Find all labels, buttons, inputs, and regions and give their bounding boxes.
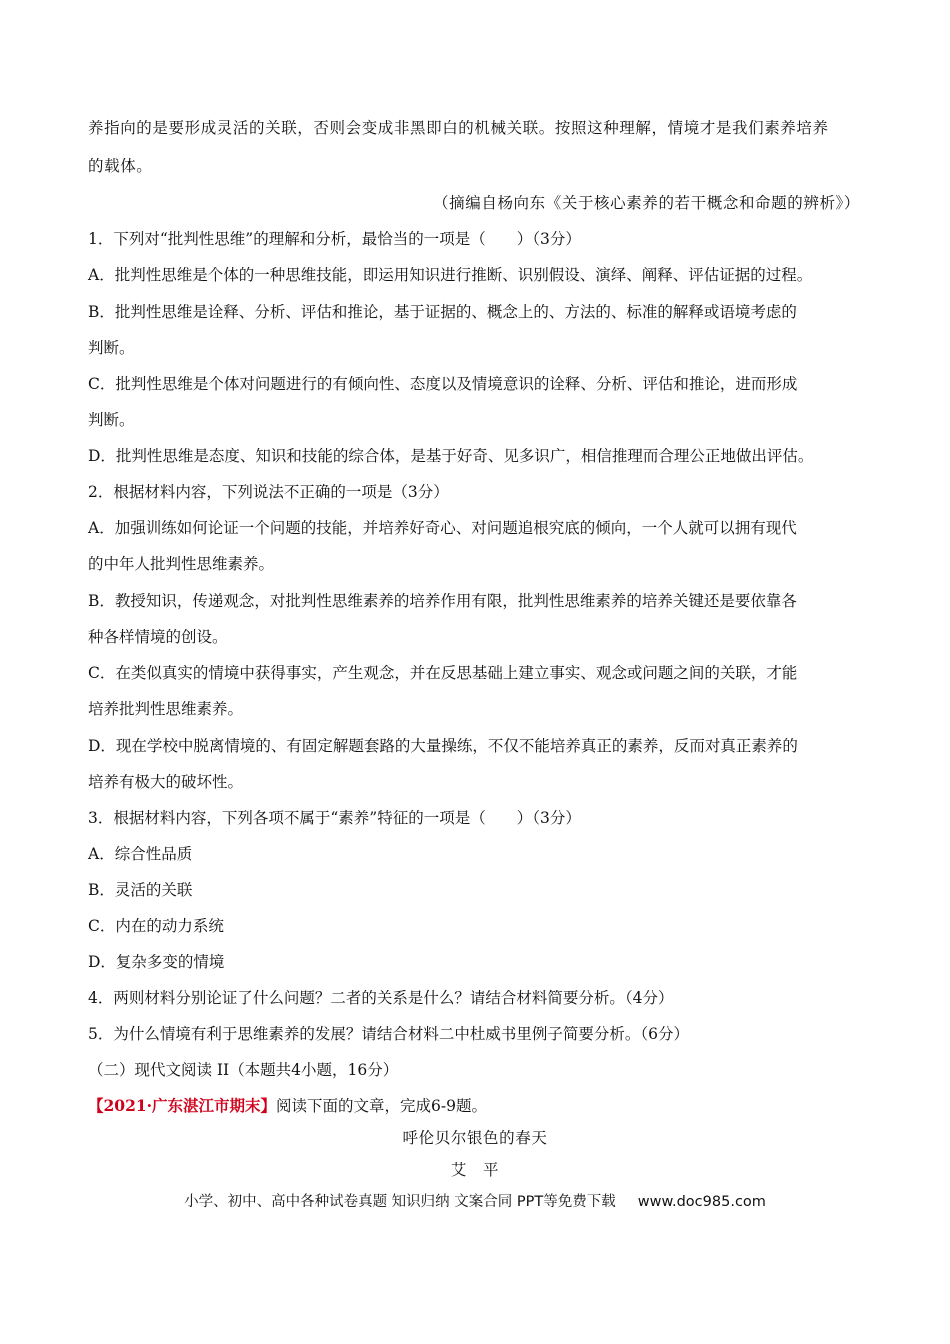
- section-heading: （二）现代文阅读 II（本题共4小题，16分）: [88, 1061, 399, 1079]
- passage-line: 养指向的是要形成灵活的关联，否则会变成非黑即白的机械关联。按照这种理解，情境才是我们素养培养: [88, 119, 829, 137]
- q2-option-d: D．现在学校中脱离情境的、有固定解题套路的大量操练，不仅不能培养真正的素养，反而对真正素养的: [88, 737, 798, 755]
- q1-option-c-cont: 判断。: [88, 411, 135, 429]
- passage-source: （摘编自杨向东《关于核心素养的若干概念和命题的辨析》）: [433, 194, 860, 212]
- article-author: 艾 平: [450, 1161, 500, 1179]
- footer-text: 小学、初中、高中各种试卷真题 知识归纳 文案合同 PPT等免费下载: [184, 1194, 616, 1210]
- q1-option-d: D．批判性思维是态度、知识和技能的综合体，是基于好奇、见多识广，相信推理而合理公正地做出评估。: [88, 447, 814, 465]
- q2-option-d-cont: 培养有极大的破坏性。: [88, 773, 244, 791]
- q2-option-b: B．教授知识，传递观念，对批判性思维素养的培养作用有限，批判性思维素养的培养关键还是要依靠各: [88, 592, 797, 610]
- q1-option-b: B．批判性思维是诠释、分析、评估和推论，基于证据的、概念上的、方法的、标准的解释或语境考虑的: [88, 303, 797, 321]
- q3-option-d: D．复杂多变的情境: [88, 953, 225, 971]
- q2-option-b-cont: 种各样情境的创设。: [88, 628, 228, 646]
- passage-line: 的载体。: [88, 157, 153, 175]
- source-tag: 【2021·广东湛江市期末】: [88, 1096, 277, 1115]
- intro-text: 阅读下面的文章，完成6-9题。: [276, 1097, 488, 1115]
- page-footer: [0, 1192, 950, 1212]
- q2-option-c-cont: 培养批判性思维素养。: [88, 700, 244, 718]
- q2-option-a: A．加强训练如何论证一个问题的技能，并培养好奇心、对问题追根究底的倾向，一个人就可以拥有现代: [88, 519, 797, 537]
- q2-option-a-cont: 的中年人批判性思维素养。: [88, 555, 275, 573]
- q1-option-a: A．批判性思维是个体的一种思维技能，即运用知识进行推断、识别假设、演绎、阐释、评估证据的过程。: [88, 266, 813, 284]
- q3-option-b: B．灵活的关联: [88, 881, 193, 899]
- q2-option-c: C．在类似真实的情境中获得事实，产生观念，并在反思基础上建立事实、观念或问题之间的关联，才能: [88, 664, 798, 682]
- article-title: 呼伦贝尔银色的春天: [402, 1129, 548, 1147]
- q3-option-c: C．内在的动力系统: [88, 917, 224, 935]
- question-4: 4．两则材料分别论证了什么问题？二者的关系是什么？请结合材料简要分析。（4分）: [88, 989, 674, 1007]
- q1-option-c: C．批判性思维是个体对问题进行的有倾向性、态度以及情境意识的诠释、分析、评估和推论，进而形成: [88, 375, 798, 393]
- footer-url[interactable]: www.doc985.com: [637, 1194, 766, 1210]
- section-intro: [88, 1096, 863, 1116]
- question-1-stem: 1．下列对“批判性思维”的理解和分析，最恰当的一项是（ ）（3分）: [88, 230, 581, 248]
- q3-option-a: A．综合性品质: [88, 845, 193, 863]
- question-3-stem: 3．根据材料内容，下列各项不属于“素养”特征的一项是（ ）（3分）: [88, 809, 581, 827]
- question-2-stem: 2．根据材料内容，下列说法不正确的一项是（3分）: [88, 483, 449, 501]
- q1-option-b-cont: 判断。: [88, 339, 135, 357]
- question-5: 5．为什么情境有利于思维素养的发展？请结合材料二中杜威书里例子简要分析。（6分）: [88, 1025, 689, 1043]
